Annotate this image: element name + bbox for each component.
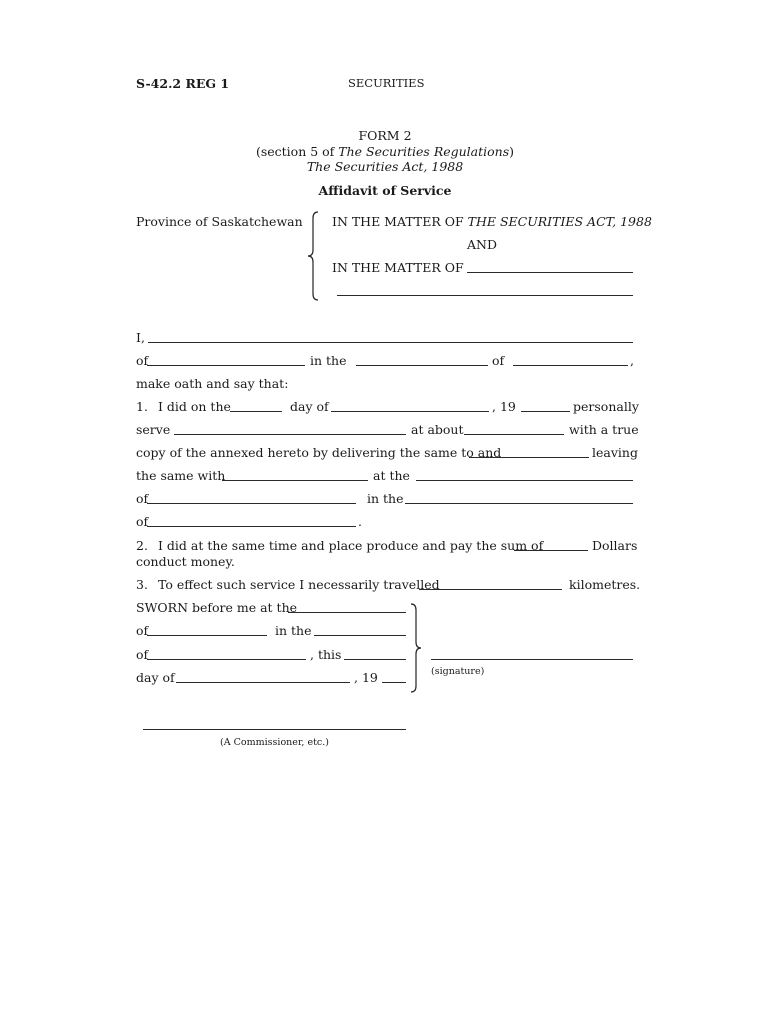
- commissioner-caption: (A Commissioner, etc.): [220, 737, 329, 748]
- distance-blank[interactable]: [419, 589, 562, 590]
- para-3-text: To effect such service I necessarily travelled: [158, 577, 440, 592]
- with-a-true-label: with a true: [569, 422, 639, 437]
- regulation-code: S-42.2 REG 1: [136, 76, 230, 91]
- form-number: FORM 2: [358, 128, 412, 143]
- sworn-province-blank[interactable]: [314, 635, 406, 636]
- para-3-number: 3.: [136, 577, 148, 592]
- sworn-year-blank[interactable]: [382, 682, 406, 683]
- jurat-brace: [408, 602, 424, 694]
- conduct-money-text: conduct money.: [136, 554, 235, 569]
- section-reference: (section 5 of The Securities Regulations): [255, 144, 515, 159]
- dollars-label: Dollars: [592, 538, 638, 553]
- conduct-money-blank[interactable]: [514, 550, 588, 551]
- service-city-blank[interactable]: [147, 503, 356, 504]
- jurat-of-label-2: of: [136, 647, 149, 662]
- service-province-blank[interactable]: [405, 503, 633, 504]
- sworn-month-blank[interactable]: [176, 682, 350, 683]
- sworn-location-blank[interactable]: [147, 659, 306, 660]
- deponent-occupation-blank[interactable]: [513, 365, 628, 366]
- service-day-blank[interactable]: [230, 411, 282, 412]
- service-time-blank[interactable]: [464, 434, 564, 435]
- para-1-text: I did on the: [158, 399, 231, 414]
- service-place-blank[interactable]: [416, 480, 633, 481]
- document-blank[interactable]: [469, 457, 589, 458]
- para-2-number: 2.: [136, 538, 148, 553]
- jurat-year-prefix: , 19: [354, 670, 378, 685]
- deponent-city-blank[interactable]: [147, 365, 305, 366]
- of-label-3: of: [136, 491, 149, 506]
- sworn-day-blank[interactable]: [344, 659, 406, 660]
- serve-label: serve: [136, 422, 171, 437]
- deponent-province-blank[interactable]: [356, 365, 488, 366]
- in-the-label-2: in the: [367, 491, 404, 506]
- para-1-number: 1.: [136, 399, 148, 414]
- service-location-blank[interactable]: [147, 526, 356, 527]
- signature-line[interactable]: [431, 659, 633, 660]
- comma: ,: [630, 353, 634, 368]
- day-of-label: day of: [290, 399, 329, 414]
- in-the-label: in the: [310, 353, 347, 368]
- deponent-name-blank[interactable]: [148, 342, 633, 343]
- this-label: , this: [310, 647, 342, 662]
- deponent-label: I,: [136, 330, 145, 345]
- para-2-text: I did at the same time and place produce and pay the sum of: [158, 538, 544, 553]
- matter-two-blank[interactable]: [467, 272, 633, 273]
- service-year-blank[interactable]: [521, 411, 570, 412]
- matter-two-blank-2[interactable]: [337, 295, 633, 296]
- province-label: Province of Saskatchewan: [136, 214, 303, 229]
- signature-caption: (signature): [431, 666, 485, 677]
- same-with-label: the same with: [136, 468, 226, 483]
- kilometres-label: kilometres.: [569, 577, 641, 592]
- at-about-label: at about: [411, 422, 464, 437]
- day-of-label-2: day of: [136, 670, 175, 685]
- section-title: SECURITIES: [348, 76, 425, 90]
- style-brace: [306, 210, 322, 302]
- matter-two: IN THE MATTER OF: [332, 260, 464, 275]
- document-heading: Affidavit of Service: [318, 183, 452, 198]
- jurat-of-label: of: [136, 623, 149, 638]
- make-oath-text: make oath and say that:: [136, 376, 289, 391]
- sworn-label: SWORN before me at the: [136, 600, 298, 615]
- year-prefix: , 19: [492, 399, 516, 414]
- jurat-in-the-label: in the: [275, 623, 312, 638]
- at-the-label: at the: [373, 468, 410, 483]
- served-person-blank[interactable]: [174, 434, 406, 435]
- sworn-place-blank[interactable]: [288, 612, 406, 613]
- of-label-4: of: [136, 514, 149, 529]
- recipient-blank[interactable]: [222, 480, 368, 481]
- of-label-2: of: [492, 353, 505, 368]
- personally-label: personally: [573, 399, 639, 414]
- commissioner-signature-line[interactable]: [143, 729, 406, 730]
- service-month-blank[interactable]: [331, 411, 489, 412]
- and-label: AND: [467, 237, 497, 252]
- sworn-city-blank[interactable]: [147, 635, 267, 636]
- matter-one: IN THE MATTER OF THE SECURITIES ACT, 1988: [332, 214, 652, 229]
- copy-text: copy of the annexed hereto by delivering the same to and: [136, 445, 502, 460]
- period: .: [358, 514, 362, 529]
- leaving-label: leaving: [592, 445, 638, 460]
- of-label: of: [136, 353, 149, 368]
- act-name: The Securities Act, 1988: [306, 159, 464, 174]
